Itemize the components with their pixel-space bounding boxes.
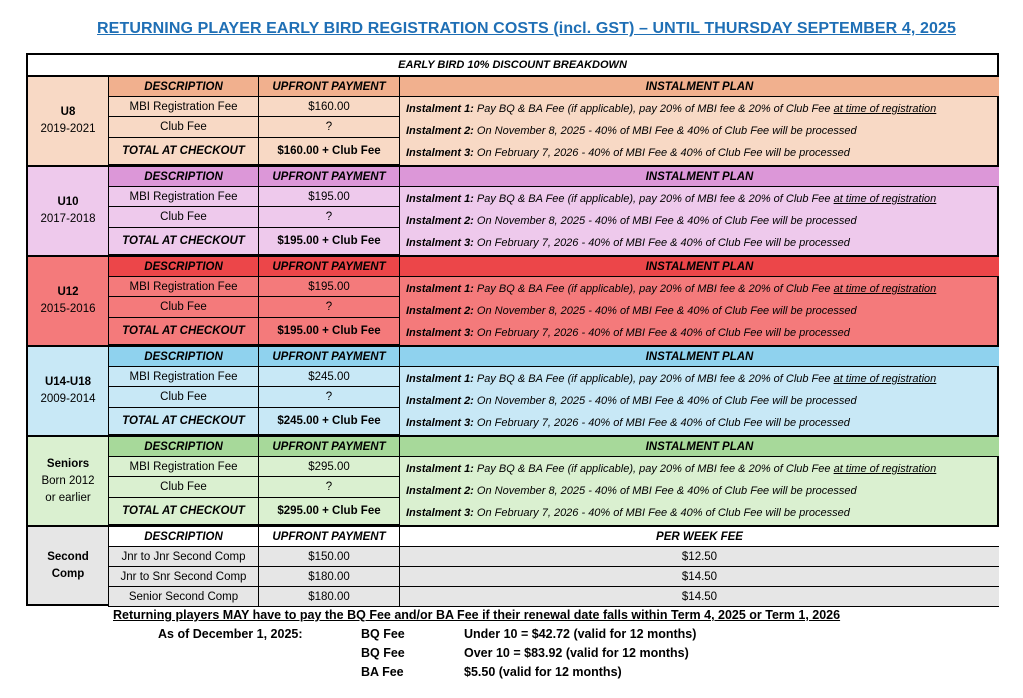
instalment-text: On November 8, 2025 - 40% of MBI Fee & 40% of Club Fee will be processed <box>473 125 857 137</box>
age-group-name: U10 <box>57 196 79 208</box>
column-header-upfront: UPFRONT PAYMENT <box>258 257 399 277</box>
column-header-upfront: UPFRONT PAYMENT <box>258 167 399 187</box>
bq-fee-label: BQ Fee <box>361 646 405 660</box>
second-comp-upfront: $150.00 <box>258 547 399 567</box>
table-title: EARLY BIRD 10% DISCOUNT BREAKDOWN <box>28 55 997 77</box>
instalment-text: Pay BQ & BA Fee (if applicable), pay 20% of MBI fee & 20% of Club Fee <box>473 193 834 205</box>
age-group-years: 2019-2021 <box>40 123 96 135</box>
column-header-upfront: UPFRONT PAYMENT <box>258 527 399 547</box>
mbi-fee-value: $295.00 <box>258 457 399 477</box>
instalment-1 <box>406 373 999 385</box>
instalment-2 <box>406 395 999 407</box>
club-fee-value: ? <box>258 117 399 138</box>
instalment-label: Instalment 2: <box>406 395 474 407</box>
instalment-text: Pay BQ & BA Fee (if applicable), pay 20% of MBI fee & 20% of Club Fee <box>473 283 834 295</box>
club-fee-label: Club Fee <box>108 297 258 318</box>
instalment-3 <box>406 507 999 519</box>
mbi-fee-label: MBI Registration Fee <box>108 367 258 387</box>
bq-ba-note: Returning players MAY have to pay the BQ Fee and/or BA Fee if their renewal date falls within Term 4, 2025 or Term 1, 2026 <box>113 608 841 622</box>
column-header-description: DESCRIPTION <box>108 167 258 187</box>
mbi-fee-label: MBI Registration Fee <box>108 277 258 297</box>
mbi-fee-label: MBI Registration Fee <box>108 187 258 207</box>
instalment-text: On February 7, 2026 - 40% of MBI Fee & 40% of Club Fee will be processed <box>473 237 850 249</box>
total-label: TOTAL AT CHECKOUT <box>108 138 258 165</box>
instalment-text: Pay BQ & BA Fee (if applicable), pay 20% of MBI fee & 20% of Club Fee <box>473 373 834 385</box>
instalment-1 <box>406 193 999 205</box>
mbi-fee-value: $160.00 <box>258 97 399 117</box>
second-comp-description: Jnr to Jnr Second Comp <box>108 547 258 567</box>
instalment-timing: at time of registration <box>833 463 937 475</box>
bq-fee-label: BQ Fee <box>361 627 405 641</box>
instalment-plan <box>399 367 999 435</box>
instalment-label: Instalment 2: <box>406 215 474 227</box>
total-value: $195.00 + Club Fee <box>258 228 399 255</box>
section-u12 <box>28 255 997 345</box>
instalment-3 <box>406 147 999 159</box>
second-comp-description: Jnr to Snr Second Comp <box>108 567 258 587</box>
age-group-name: Seniors <box>46 457 90 470</box>
instalment-timing: at time of registration <box>833 193 937 205</box>
column-header-upfront: UPFRONT PAYMENT <box>258 347 399 367</box>
section-u14-u18 <box>28 345 997 435</box>
instalment-1 <box>406 463 999 475</box>
age-group-years: or earlier <box>45 491 91 504</box>
age-group-years: Born 2012 <box>41 474 95 487</box>
instalment-plan <box>399 97 999 165</box>
mbi-fee-value: $245.00 <box>258 367 399 387</box>
instalment-label: Instalment 3: <box>406 147 474 159</box>
instalment-3 <box>406 237 999 249</box>
age-group-cell <box>28 347 108 435</box>
instalment-timing: at time of registration <box>833 103 937 115</box>
second-comp-per-week: $14.50 <box>399 587 999 607</box>
instalment-text: On February 7, 2026 - 40% of MBI Fee & 40% of Club Fee will be processed <box>473 147 850 159</box>
age-group-years: 2017-2018 <box>40 213 96 225</box>
fee-table <box>26 53 999 606</box>
age-group-name: Comp <box>51 567 85 580</box>
instalment-text: On February 7, 2026 - 40% of MBI Fee & 40% of Club Fee will be processed <box>473 417 850 429</box>
instalment-label: Instalment 1: <box>406 193 474 205</box>
age-group-name: U8 <box>60 106 76 118</box>
instalment-plan <box>399 457 999 525</box>
instalment-2 <box>406 215 999 227</box>
second-comp-per-week: $14.50 <box>399 567 999 587</box>
column-header-instalment: INSTALMENT PLAN <box>399 257 999 277</box>
instalment-label: Instalment 3: <box>406 507 474 519</box>
instalment-text: Pay BQ & BA Fee (if applicable), pay 20% of MBI fee & 20% of Club Fee <box>473 103 834 115</box>
column-header-description: DESCRIPTION <box>108 257 258 277</box>
instalment-text: Pay BQ & BA Fee (if applicable), pay 20% of MBI fee & 20% of Club Fee <box>473 463 834 475</box>
instalment-text: On February 7, 2026 - 40% of MBI Fee & 40% of Club Fee will be processed <box>473 327 850 339</box>
bq-fee-under-10: Under 10 = $42.72 (valid for 12 months) <box>464 627 697 641</box>
total-value: $295.00 + Club Fee <box>258 498 399 525</box>
mbi-fee-value: $195.00 <box>258 277 399 297</box>
club-fee-value: ? <box>258 387 399 408</box>
instalment-text: On February 7, 2026 - 40% of MBI Fee & 40% of Club Fee will be processed <box>473 507 850 519</box>
instalment-plan <box>399 187 999 255</box>
total-label: TOTAL AT CHECKOUT <box>108 228 258 255</box>
second-comp-per-week: $12.50 <box>399 547 999 567</box>
instalment-3 <box>406 327 999 339</box>
age-group-years: 2009-2014 <box>40 393 96 405</box>
age-group-cell <box>28 257 108 345</box>
instalment-text: On November 8, 2025 - 40% of MBI Fee & 40% of Club Fee will be processed <box>473 215 857 227</box>
club-fee-label: Club Fee <box>108 387 258 408</box>
instalment-label: Instalment 2: <box>406 125 474 137</box>
second-comp-description: Senior Second Comp <box>108 587 258 607</box>
instalment-label: Instalment 3: <box>406 237 474 249</box>
club-fee-label: Club Fee <box>108 117 258 138</box>
instalment-label: Instalment 3: <box>406 417 474 429</box>
mbi-fee-value: $195.00 <box>258 187 399 207</box>
instalment-plan <box>399 277 999 345</box>
column-header-instalment: INSTALMENT PLAN <box>399 437 999 457</box>
column-header-instalment: INSTALMENT PLAN <box>399 167 999 187</box>
ba-fee-label: BA Fee <box>361 665 404 679</box>
instalment-label: Instalment 1: <box>406 283 474 295</box>
instalment-label: Instalment 1: <box>406 463 474 475</box>
mbi-fee-label: MBI Registration Fee <box>108 457 258 477</box>
column-header-upfront: UPFRONT PAYMENT <box>258 77 399 97</box>
club-fee-value: ? <box>258 477 399 498</box>
instalment-2 <box>406 125 999 137</box>
instalment-label: Instalment 1: <box>406 103 474 115</box>
second-comp-upfront: $180.00 <box>258 567 399 587</box>
club-fee-label: Club Fee <box>108 477 258 498</box>
bq-fee-over-10: Over 10 = $83.92 (valid for 12 months) <box>464 646 689 660</box>
instalment-3 <box>406 417 999 429</box>
instalment-label: Instalment 2: <box>406 305 474 317</box>
column-header-instalment: INSTALMENT PLAN <box>399 347 999 367</box>
total-value: $195.00 + Club Fee <box>258 318 399 345</box>
age-group-cell <box>28 167 108 255</box>
instalment-1 <box>406 283 999 295</box>
second-comp-upfront: $180.00 <box>258 587 399 607</box>
column-header-description: DESCRIPTION <box>108 347 258 367</box>
section-u10 <box>28 165 997 255</box>
instalment-1 <box>406 103 999 115</box>
as-of-date: As of December 1, 2025: <box>158 627 303 641</box>
ba-fee-value: $5.50 (valid for 12 months) <box>464 665 622 679</box>
instalment-2 <box>406 305 999 317</box>
age-group-cell <box>28 77 108 165</box>
section-seniors <box>28 435 997 525</box>
age-group-cell <box>28 527 108 604</box>
column-header-description: DESCRIPTION <box>108 527 258 547</box>
age-group-name: U12 <box>57 286 79 298</box>
section-second-comp <box>28 525 997 604</box>
section-u8 <box>28 75 997 165</box>
instalment-label: Instalment 3: <box>406 327 474 339</box>
column-header-description: DESCRIPTION <box>108 437 258 457</box>
instalment-label: Instalment 2: <box>406 485 474 497</box>
instalment-text: On November 8, 2025 - 40% of MBI Fee & 40% of Club Fee will be processed <box>473 395 857 407</box>
total-label: TOTAL AT CHECKOUT <box>108 408 258 435</box>
club-fee-value: ? <box>258 297 399 318</box>
column-header-upfront: UPFRONT PAYMENT <box>258 437 399 457</box>
instalment-text: On November 8, 2025 - 40% of MBI Fee & 40% of Club Fee will be processed <box>473 305 857 317</box>
instalment-2 <box>406 485 999 497</box>
instalment-timing: at time of registration <box>833 373 937 385</box>
total-label: TOTAL AT CHECKOUT <box>108 318 258 345</box>
club-fee-value: ? <box>258 207 399 228</box>
total-value: $245.00 + Club Fee <box>258 408 399 435</box>
age-group-name: U14-U18 <box>44 376 92 388</box>
age-group-name: Second <box>47 550 89 563</box>
column-header-per-week: PER WEEK FEE <box>399 527 999 547</box>
total-label: TOTAL AT CHECKOUT <box>108 498 258 525</box>
instalment-label: Instalment 1: <box>406 373 474 385</box>
total-value: $160.00 + Club Fee <box>258 138 399 165</box>
instalment-timing: at time of registration <box>833 283 937 295</box>
club-fee-label: Club Fee <box>108 207 258 228</box>
column-header-instalment: INSTALMENT PLAN <box>399 77 999 97</box>
instalment-text: On November 8, 2025 - 40% of MBI Fee & 40% of Club Fee will be processed <box>473 485 857 497</box>
column-header-description: DESCRIPTION <box>108 77 258 97</box>
age-group-years: 2015-2016 <box>40 303 96 315</box>
page-title: RETURNING PLAYER EARLY BIRD REGISTRATION COSTS (incl. GST) – UNTIL THURSDAY SEPTEMBER 4, 2025 <box>97 20 956 37</box>
mbi-fee-label: MBI Registration Fee <box>108 97 258 117</box>
age-group-cell <box>28 437 108 525</box>
